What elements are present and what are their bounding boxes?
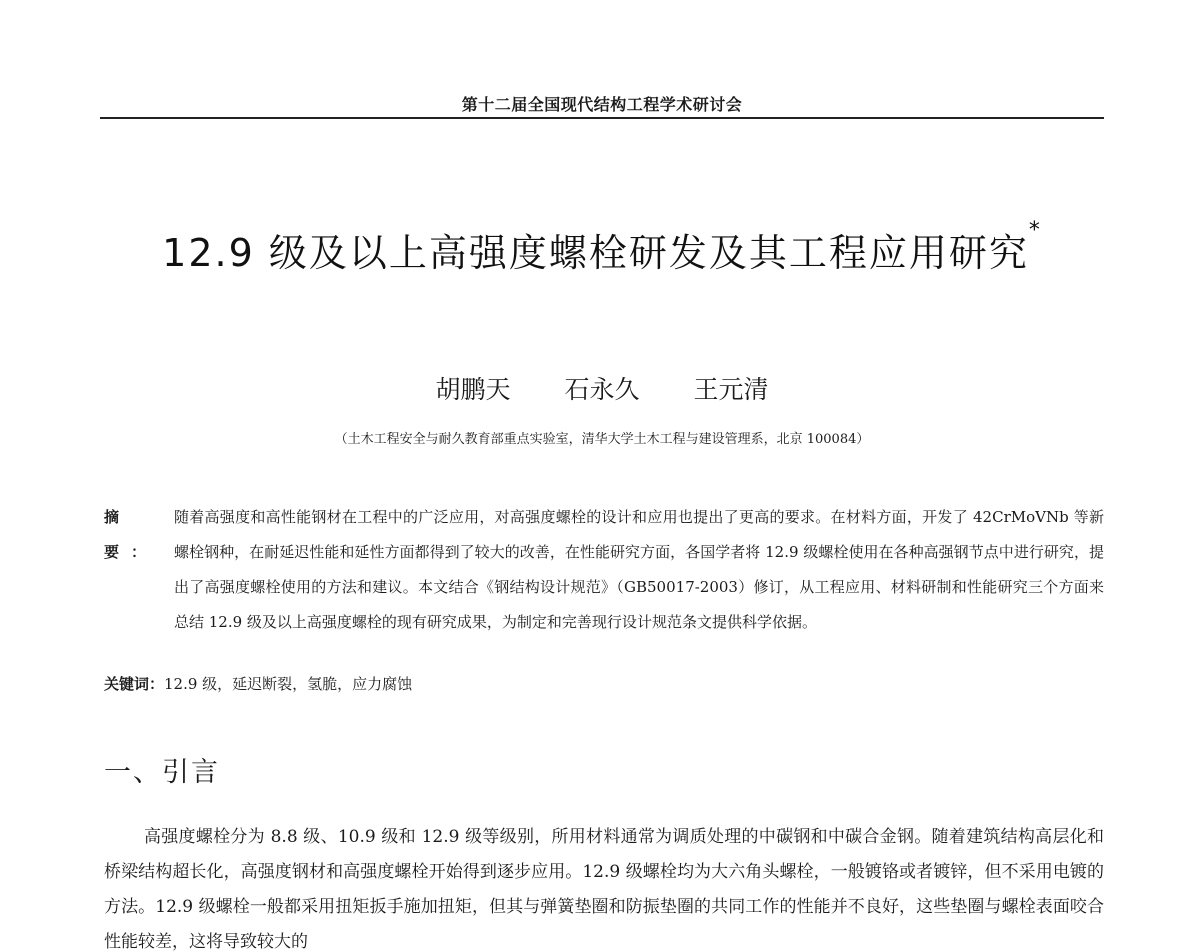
- affiliation: （土木工程安全与耐久教育部重点实验室，清华大学土木工程与建设管理系，北京 100084）: [334, 432, 870, 447]
- header-rule: [100, 117, 1104, 119]
- keywords-text: 12.9 级，延迟断裂，氢脆，应力腐蚀: [164, 675, 413, 693]
- paper-title-text: 12.9 级及以上高强度螺栓研发及其工程应用研究: [162, 231, 1029, 275]
- keywords-label: 关键词：: [104, 675, 165, 693]
- abstract: [104, 500, 1104, 640]
- author-name: 王元清: [693, 375, 769, 404]
- body-paragraph: 高强度螺栓分为 8.8 级、10.9 级和 12.9 级等级别，所用材料通常为调质处理的中碳钢和中碳合金钢。随着建筑结构高层化和桥梁结构超长化，高强度钢材和高强度螺栓开始得到逐步应用。12.9 级螺栓均为大六角头螺栓，一般镀铬或者镀锌，但不采用电镀的方法。12.9 级螺栓一般都采用扭矩扳手施加扭矩，但其与弹簧垫圈和防振垫圈的共同工作的性能并不良好，这些垫圈与螺栓表面咬合性能较差，这将导致较大的: [104, 827, 1104, 952]
- running-header: 第十二届全国现代结构工程学术研讨会: [461, 95, 743, 114]
- abstract-text: 随着高强度和高性能钢材在工程中的广泛应用，对高强度螺栓的设计和应用也提出了更高的要求。在材料方面，开发了 42CrMoVNb 等新螺栓钢种，在耐延迟性能和延性方面都得到了较大的改善，在性能研究方面，各国学者将 12.9 级螺栓使用在各种高强钢节点中进行研究，提出了高强度螺栓使用的方法和建议。本文结合《钢结构设计规范》（GB50017-2003）修订，从工程应用、材料研制和性能研究三个方面来总结 12.9 级及以上高强度螺栓的现有研究成果，为制定和完善现行设计规范条文提供科学依据。: [174, 508, 1104, 631]
- keywords: [104, 672, 1104, 696]
- author-name: 石永久: [564, 375, 640, 404]
- title-footnote-mark: *: [1028, 218, 1042, 243]
- abstract-label: 摘 要：: [104, 508, 159, 561]
- section-heading: 一、引言: [104, 757, 220, 788]
- author-name: 胡鹏天: [435, 375, 511, 404]
- author-list: [100, 370, 1104, 406]
- paper-title: [100, 218, 1104, 277]
